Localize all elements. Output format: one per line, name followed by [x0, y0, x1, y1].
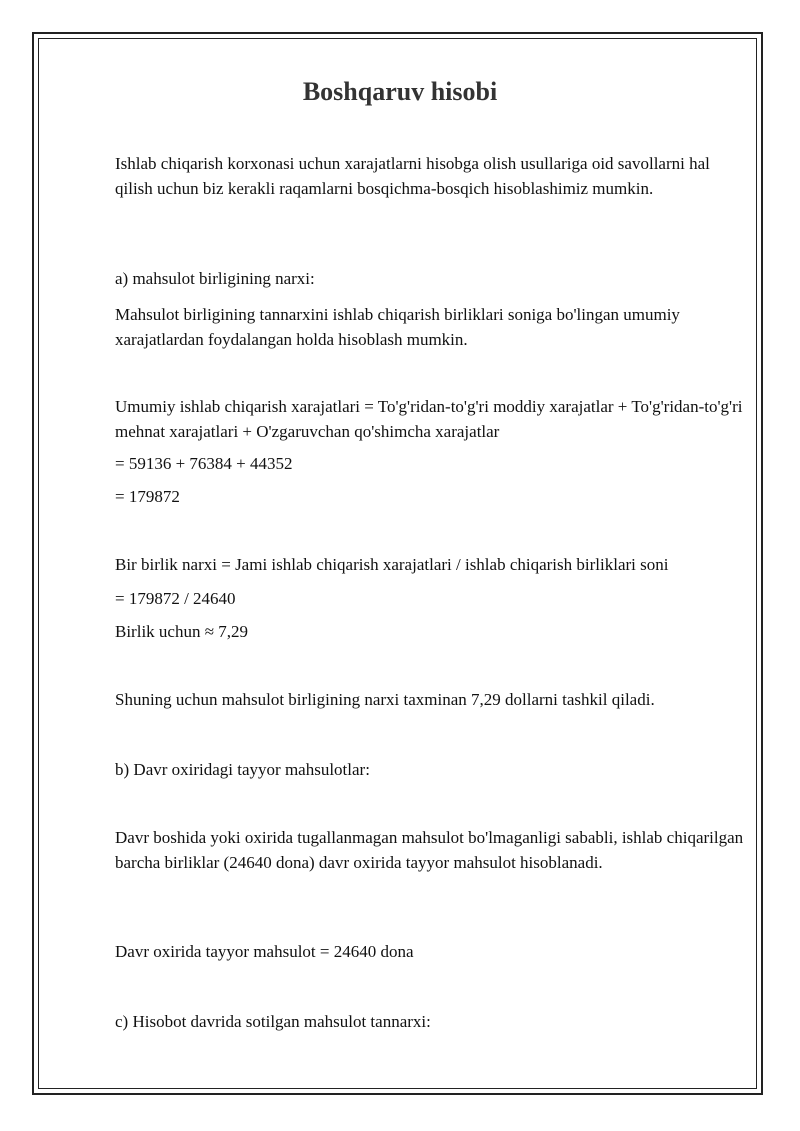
section-b-heading: b) Davr oxiridagi tayyor mahsulotlar:	[115, 760, 370, 779]
unit-cost-formula: Bir birlik narxi = Jami ishlab chiqarish xarajatlari / ishlab chiqarish birliklari soni	[115, 555, 669, 574]
finished-goods-explanation: Davr boshida yoki oxirida tugallanmagan mahsulot bo'lmaganligi sababli, ishlab chiqarilgan barcha birliklar (24640 dona) davr oxirida tayyor mahsulot hisoblanadi.	[115, 828, 744, 872]
unit-cost-result: Birlik uchun ≈ 7,29	[115, 622, 249, 641]
section-c-heading: c) Hisobot davrida sotilgan mahsulot tannarxi:	[115, 1012, 431, 1031]
unit-cost-explanation: Mahsulot birligining tannarxini ishlab chiqarish birliklari soniga bo'lingan umumiy xarajatlardan foydalangan holda hisoblash mumkin.	[115, 305, 680, 349]
total-cost-result: = 179872	[115, 487, 180, 506]
intro-paragraph: Ishlab chiqarish korxonasi uchun xarajatlarni hisobga olish usullariga oid savollarni hal qilish uchun biz kerakli raqamlarni bosqichma-bosqich hisoblashimiz mumkin.	[115, 154, 710, 198]
finished-goods-result: Davr oxirida tayyor mahsulot = 24640 dona	[115, 942, 414, 961]
page-title: Boshqaruv hisobi	[302, 77, 498, 106]
unit-cost-conclusion: Shuning uchun mahsulot birligining narxi taxminan 7,29 dollarni tashkil qiladi.	[115, 690, 655, 709]
section-a-heading: a) mahsulot birligining narxi:	[115, 269, 315, 288]
total-cost-substitution: = 59136 + 76384 + 44352	[115, 454, 293, 473]
total-cost-formula: Umumiy ishlab chiqarish xarajatlari = To'g'ridan-to'g'ri moddiy xarajatlar + To'g'ridan-to'g'ri mehnat xarajatlari + O'zgaruvchan qo'shimcha xarajatlar	[115, 397, 743, 441]
unit-cost-substitution: = 179872 / 24640	[115, 589, 236, 608]
